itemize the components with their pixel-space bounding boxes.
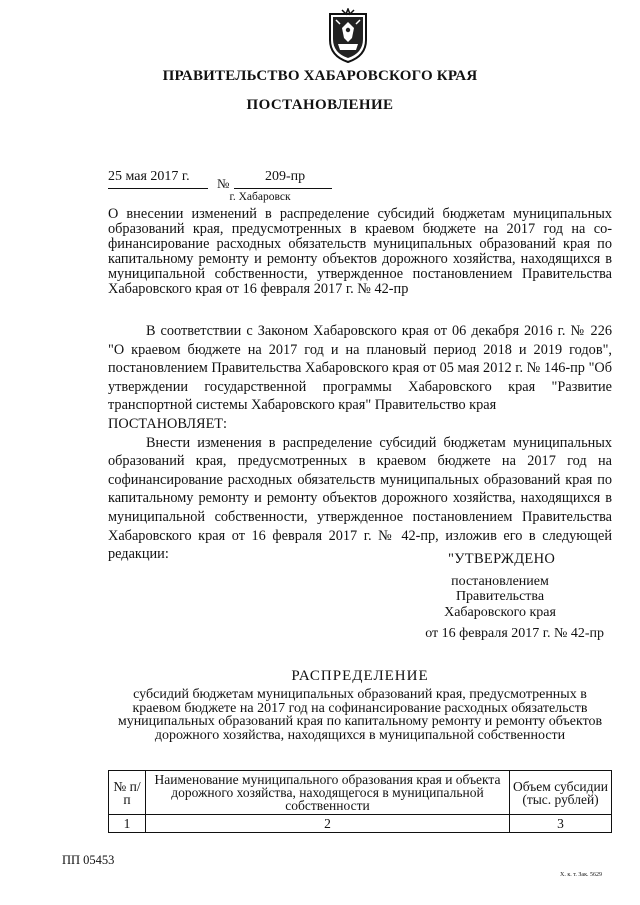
column-number-2: 2: [146, 815, 510, 833]
column-number-1: 1: [109, 815, 146, 833]
distribution-title: РАСПРЕДЕЛЕНИЕ: [291, 668, 429, 684]
footer-code: ПП 05453: [62, 853, 115, 867]
number-underline: [234, 188, 332, 189]
coat-of-arms-icon: [326, 8, 370, 64]
column-number-3: 3: [510, 815, 612, 833]
body-paragraph-2: Внести изменения в распределение субсидий бюджетам муниципальных образований края, предусмотренных в краевом бюджете на 2017 год на софинансирование расходных обязательств муниципальных образований края по капитальному ремонту и ремонту объектов дорожного хозяйства, находящихся в муниципальной собственности, утвержденное постановлением Правительства Хабаровского края от 16 февраля 2017 г. № 42-пр, изложив его в следующей редакции:: [108, 434, 612, 563]
approval-line-3: Хабаровского края: [444, 604, 556, 620]
document-city: [0, 191, 520, 203]
distribution-subtitle: субсидий бюджетам муниципальных образований края, предусмотренных в краевом бюджете на 2017 год на софинансирование расходных обязательств муниципальных образований края по капитальному ремонту и ремонту объектов дорожного хозяйства, находящихся в муниципальной собственности: [117, 687, 603, 743]
table-row: [109, 815, 612, 833]
document-body: [108, 322, 612, 564]
document-subject: О внесении изменений в распределение субсидий бюджетам муниципальных образований края, предусмотренных в краевом бюджете на 2017 год на софинансирование расходных обязательств муниципальных образований края по капитальному ремонту и ремонту объектов дорожного хозяйства, находящихся в муниципальной собственности, утвержденное постановлением Правительства Хабаровского края от 16 февраля 2017 г. № 42-пр: [108, 206, 612, 297]
city-text: г. Хабаровск: [229, 191, 291, 203]
header-number-cell: № п/п: [109, 771, 146, 815]
document-type: ПОСТАНОВЛЕНИЕ: [246, 97, 394, 113]
approval-line-1: постановлением: [451, 573, 549, 589]
number-sign: №: [217, 176, 230, 191]
distribution-table: [108, 770, 612, 833]
header-name-cell: Наименование муниципального образования края и объекта дорожного хозяйства, находящегося в муниципальной собственности: [146, 771, 510, 815]
document-date: 25 мая 2017 г.: [108, 169, 190, 184]
approval-line-4: от 16 февраля 2017 г. № 42-пр: [425, 626, 604, 641]
approval-block: [380, 552, 620, 642]
approval-line-2: Правительства: [455, 589, 545, 604]
document-number: 209-пр: [265, 169, 306, 184]
date-underline: [108, 188, 208, 189]
approval-heading: "УТВЕРЖДЕНО: [448, 551, 556, 567]
body-paragraph-1: В соответствии с Законом Хабаровского края от 06 декабря 2016 г. № 226 "О краевом бюджете на 2017 год и на плановый период 2018 и 2019 годов", постановлением Правительства Хабаровского края от 05 мая 2012 г. № 146-пр "Об утверждении государственной программы Хабаровского края "Развитие транспортной системы Хабаровского края" Правительство края: [108, 323, 612, 414]
header-amount-cell: Объем субсидии (тыс. рублей): [510, 771, 612, 815]
organization-title: ПРАВИТЕЛЬСТВО ХАБАРОВСКОГО КРАЯ: [162, 68, 478, 84]
table-header-row: [109, 771, 612, 815]
body-resolution-word: ПОСТАНОВЛЯЕТ:: [108, 415, 228, 432]
footer-print-mark: Х. к. т. Зак. 5629: [560, 872, 603, 878]
